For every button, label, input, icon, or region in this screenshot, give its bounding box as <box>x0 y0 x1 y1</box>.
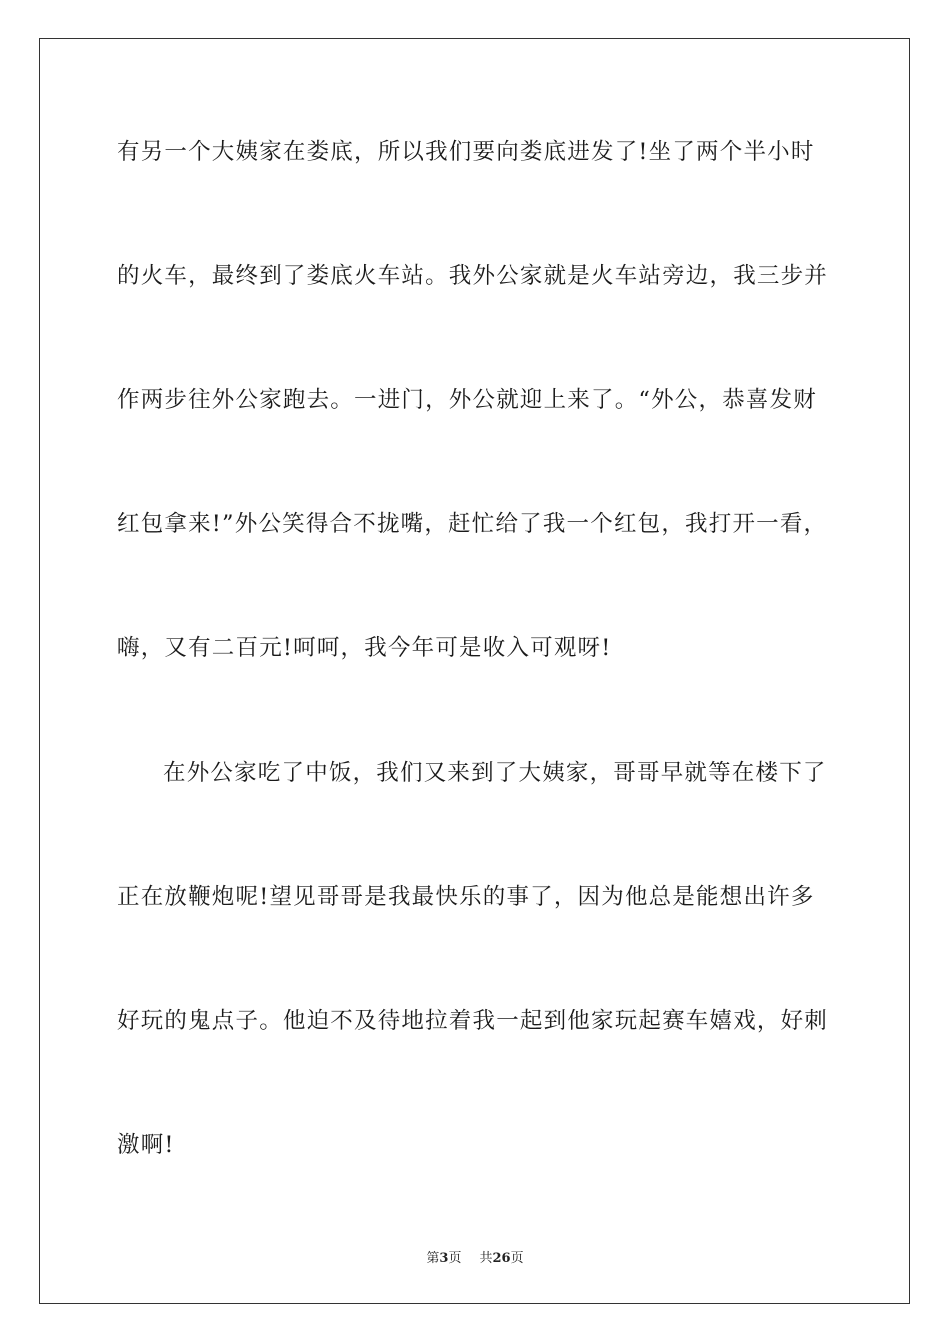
text-line: 好玩的鬼点子。他迫不及待地拉着我一起到他家玩起赛车嬉戏，好刺 <box>117 1008 829 1034</box>
page-footer <box>0 1247 950 1266</box>
text-line: 激啊! <box>117 1132 175 1158</box>
text-line: 有另一个大姨家在娄底，所以我们要向娄底进发了!坐了两个半小时 <box>117 139 815 165</box>
text-line: 的火车，最终到了娄底火车站。我外公家就是火车站旁边，我三步并 <box>117 263 829 289</box>
text-line: 正在放鞭炮呢!望见哥哥是我最快乐的事了，因为他总是能想出许多 <box>117 884 815 910</box>
page-number: 3 <box>439 1251 449 1266</box>
total-pages: 26 <box>492 1251 511 1266</box>
text-line: 作两步往外公家跑去。一进门，外公就迎上来了。“外公，恭喜发财 <box>117 387 818 413</box>
total-suffix: 页 <box>510 1251 524 1266</box>
total-prefix: 共 <box>479 1251 493 1266</box>
page-border <box>39 38 910 1304</box>
page-prefix: 第 <box>426 1251 440 1266</box>
page-suffix: 页 <box>448 1251 462 1266</box>
text-line: 红包拿来!”外公笑得合不拢嘴，赶忙给了我一个红包，我打开一看， <box>117 511 828 537</box>
paragraph-first-line: 在外公家吃了中饭，我们又来到了大姨家，哥哥早就等在楼下了 <box>163 760 827 786</box>
text-line: 嗨，又有二百元!呵呵，我今年可是收入可观呀! <box>117 635 612 661</box>
